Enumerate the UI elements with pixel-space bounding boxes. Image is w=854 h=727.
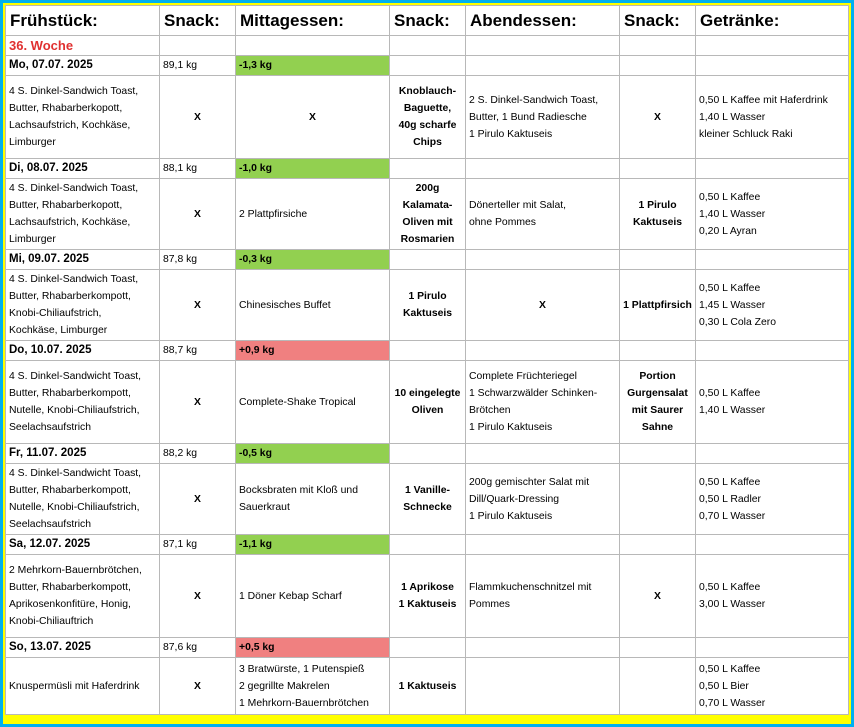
cell-line: Baguette, [403,103,452,114]
empty-cell[interactable] [390,56,466,76]
drinks-cell[interactable] [696,658,849,715]
weight-change-cell[interactable]: -0,5 kg [236,444,390,464]
breakfast-cell[interactable] [6,464,160,535]
cell-line: 0,50 L Kaffee [699,663,761,675]
cell-line: 2 Plattpfirsiche [239,208,308,220]
cell-line: 2 gegrillte Makrelen [239,680,330,692]
drinks-cell[interactable] [696,361,849,444]
empty-cell[interactable] [466,36,620,56]
cell-line: 1,45 L Wasser [699,299,766,311]
empty-cell[interactable] [696,56,849,76]
cell-line: Kochkäse, Limburger [9,325,108,336]
empty-cell[interactable] [620,36,696,56]
cell-line: 0,70 L Wasser [699,697,766,709]
cell-line: 1 Plattpfirsich [623,299,692,311]
lunch-cell[interactable] [236,76,390,159]
date-cell[interactable]: Mi, 09.07. 2025 [6,250,160,270]
weight-cell[interactable]: 88,7 kg [160,341,236,361]
dinner-cell[interactable] [466,270,620,341]
breakfast-cell[interactable] [6,270,160,341]
cell-line: Brötchen [469,405,511,416]
cell-line: 1 Pirulo [408,291,447,302]
snack-cell[interactable] [620,179,696,250]
cell-line: Seelachsaufstrich [9,422,92,433]
weight-change-cell[interactable]: -0,3 kg [236,250,390,270]
meal-row [6,555,849,638]
cell-line: 0,50 L Radler [699,493,761,505]
weight-cell[interactable]: 88,2 kg [160,444,236,464]
cell-line: 4 S. Dinkel-Sandwicht Toast, [9,371,142,382]
col-snack-2[interactable]: Snack: [390,6,466,36]
cell-line: 200g [415,183,440,194]
dinner-cell[interactable] [466,361,620,444]
snack-cell[interactable] [620,361,696,444]
snack-cell[interactable] [390,179,466,250]
lunch-cell[interactable] [236,179,390,250]
date-row [6,535,849,555]
empty-cell[interactable] [466,638,620,658]
cell-line: X [654,590,661,602]
week-row [6,36,849,56]
drinks-cell[interactable] [696,555,849,638]
cell-line: Chips [413,137,442,148]
empty-cell[interactable] [696,36,849,56]
date-cell[interactable]: Mo, 07.07. 2025 [6,56,160,76]
cell-line: 200g gemischter Salat mit [469,476,590,488]
header-row [6,6,849,36]
date-row [6,341,849,361]
cell-line: Kaktuseis [402,308,453,319]
snack-cell[interactable] [620,464,696,535]
cell-line: 2 Mehrkorn-Bauernbrötchen, [9,565,142,576]
cell-line: X [194,680,201,692]
date-row [6,159,849,179]
cell-line: Knobi-Chiliaufstrich, [9,308,102,319]
dinner-cell[interactable] [466,658,620,715]
date-cell[interactable]: Do, 10.07. 2025 [6,341,160,361]
cell-line: Limburger [9,137,56,148]
cell-line: Kaktuseis [632,217,683,228]
empty-cell[interactable] [620,159,696,179]
cell-line: 1 Pirulo Kaktuseis [469,510,553,522]
empty-cell[interactable] [620,56,696,76]
weight-cell[interactable]: 87,1 kg [160,535,236,555]
cell-line: 1 Schwarzwälder Schinken- [469,388,598,399]
cell-line: X [194,396,201,408]
col-snack-1[interactable]: Snack: [160,6,236,36]
dinner-cell[interactable] [466,179,620,250]
cell-line: Gurgensalat [627,388,688,399]
weight-change-cell[interactable]: +0,9 kg [236,341,390,361]
snack-cell[interactable] [390,361,466,444]
cell-line: 1 Kaktuseis [398,599,457,610]
empty-cell[interactable] [160,36,236,56]
col-fruehstueck[interactable]: Frühstück: [6,6,160,36]
cell-line: 2 S. Dinkel-Sandwich Toast, [469,94,599,106]
cell-line: Complete-Shake Tropical [239,396,356,408]
cell-line: 4 S. Dinkel-Sandwich Toast, [9,86,139,97]
cell-line: 0,70 L Wasser [699,510,766,522]
weight-cell[interactable]: 88,1 kg [160,159,236,179]
cell-line: X [194,493,201,505]
date-row [6,638,849,658]
snack-cell[interactable] [160,270,236,341]
cell-line: X [194,208,201,220]
cell-line: Chinesisches Buffet [239,299,331,311]
empty-cell[interactable] [390,36,466,56]
cell-line: 1 Kaktuseis [398,680,457,692]
empty-cell[interactable] [466,250,620,270]
cell-line: 0,50 L Kaffee [699,582,761,593]
cell-line: Aprikosenkonfitüre, Honig, [9,599,131,610]
weight-cell[interactable]: 87,6 kg [160,638,236,658]
empty-cell[interactable] [696,444,849,464]
meal-row [6,76,849,159]
snack-cell[interactable] [160,555,236,638]
drinks-cell[interactable] [696,179,849,250]
week-label[interactable]: 36. Woche [6,36,160,56]
date-cell[interactable]: Di, 08.07. 2025 [6,159,160,179]
cell-line: X [194,111,201,123]
cell-line: 1 Pirulo Kaktuseis [469,422,553,433]
lunch-cell[interactable] [236,464,390,535]
empty-cell[interactable] [390,159,466,179]
date-cell[interactable]: Fr, 11.07. 2025 [6,444,160,464]
cell-line: Limburger [9,234,56,245]
cell-line: Pommes [469,599,510,610]
cell-line: 1 Döner Kebap Scharf [239,590,342,602]
col-mittagessen[interactable]: Mittagessen: [236,6,390,36]
meal-row [6,658,849,715]
cell-line: Knoblauch- [398,86,457,97]
cell-line: Knuspermüsli mit Haferdrink [9,680,140,692]
cell-line: 3,00 L Wasser [699,599,766,610]
cell-line: 1 Pirulo [638,200,677,211]
cell-line: X [309,111,316,123]
cell-line: 4 S. Dinkel-Sandwich Toast, [9,274,139,285]
cell-line: X [194,590,201,602]
cell-line: Butter, Rhabarberkompott, [9,485,131,496]
cell-line: Seelachsaufstrich [9,519,92,530]
cell-line: 1,40 L Wasser [699,405,766,416]
snack-cell[interactable] [160,76,236,159]
snack-cell[interactable] [620,658,696,715]
cell-line: Kalamata- [402,200,453,211]
cell-line: Butter, Rhabarberkopott, [9,103,123,114]
cell-line: 40g scharfe [398,120,457,131]
cell-line: 4 S. Dinkel-Sandwich Toast, [9,183,139,194]
cell-line: X [539,299,546,311]
snack-cell[interactable] [390,76,466,159]
cell-line: 4 S. Dinkel-Sandwicht Toast, [9,468,142,479]
cell-line: 10 eingelegte [394,388,461,399]
dinner-cell[interactable] [466,76,620,159]
cell-line: Flammkuchenschnitzel mit [469,582,592,593]
cell-line: Nutelle, Knobi-Chiliaufstrich, [9,502,140,513]
cell-line: 1 Mehrkorn-Bauernbrötchen [239,697,369,709]
empty-cell[interactable] [620,638,696,658]
cell-line: 3 Bratwürste, 1 Putenspieß [239,663,365,675]
cell-line: Dill/Quark-Dressing [469,493,560,505]
col-getraenke[interactable]: Getränke: [696,6,849,36]
empty-cell[interactable] [696,159,849,179]
cell-line: Butter, Rhabarberkompott, [9,388,131,399]
cell-line: Nutelle, Knobi-Chiliaufstrich, [9,405,140,416]
snack-cell[interactable] [620,76,696,159]
cell-line: Rosmarien [400,234,455,245]
snack-cell[interactable] [160,464,236,535]
meal-row [6,179,849,250]
lunch-cell[interactable] [236,658,390,715]
snack-cell[interactable] [160,179,236,250]
empty-cell[interactable] [696,638,849,658]
breakfast-cell[interactable] [6,361,160,444]
cell-line: X [194,299,201,311]
cell-line: Portion [639,371,676,382]
snack-cell[interactable] [390,464,466,535]
cell-line: Sahne [641,422,674,433]
empty-cell[interactable] [390,250,466,270]
weight-change-cell[interactable]: -1,1 kg [236,535,390,555]
col-snack-3[interactable]: Snack: [620,6,696,36]
cell-line: 0,50 L Kaffee [699,191,761,203]
cell-line: Oliven mit [402,217,453,228]
drinks-cell[interactable] [696,76,849,159]
empty-cell[interactable] [620,250,696,270]
breakfast-cell[interactable] [6,179,160,250]
snack-cell[interactable] [160,361,236,444]
date-row [6,250,849,270]
cell-line: 0,50 L Kaffee [699,388,761,399]
cell-line: Knobi-Chiliauftrich [9,616,94,627]
cell-line: Butter, 1 Bund Radiesche [469,111,587,123]
lunch-cell[interactable] [236,555,390,638]
snack-cell[interactable] [620,270,696,341]
empty-cell[interactable] [390,638,466,658]
meal-row [6,361,849,444]
empty-cell[interactable] [390,341,466,361]
cell-line: Complete Früchteriegel [469,371,577,382]
snack-cell[interactable] [390,658,466,715]
cell-line: X [654,111,661,123]
cell-line: 0,30 L Cola Zero [699,316,777,328]
drinks-cell[interactable] [696,464,849,535]
cell-line: kleiner Schluck Raki [699,128,793,140]
empty-cell[interactable] [466,159,620,179]
snack-cell[interactable] [160,658,236,715]
cell-line: 0,20 L Ayran [699,225,757,237]
empty-cell[interactable] [390,535,466,555]
snack-cell[interactable] [620,555,696,638]
cell-line: Bocksbraten mit Kloß und [239,485,358,496]
empty-cell[interactable] [696,341,849,361]
empty-cell[interactable] [466,56,620,76]
col-abendessen[interactable]: Abendessen: [466,6,620,36]
cell-line: 1,40 L Wasser [699,111,766,123]
meal-row [6,270,849,341]
date-cell[interactable]: So, 13.07. 2025 [6,638,160,658]
empty-cell[interactable] [620,341,696,361]
date-cell[interactable]: Sa, 12.07. 2025 [6,535,160,555]
cell-line: Butter, Rhabarberkompott, [9,291,131,302]
cell-line: Lachsaufstrich, Kochkäse, [9,217,131,228]
lunch-cell[interactable] [236,270,390,341]
lunch-cell[interactable] [236,361,390,444]
empty-cell[interactable] [620,444,696,464]
cell-line: Oliven [411,405,444,416]
cell-line: Lachsaufstrich, Kochkäse, [9,120,131,131]
cell-line: 0,50 L Kaffee [699,282,761,294]
dinner-cell[interactable] [466,464,620,535]
cell-line: 1 Pirulo Kaktuseis [469,128,553,140]
weight-change-cell[interactable]: +0,5 kg [236,638,390,658]
date-row [6,444,849,464]
weight-change-cell[interactable]: -1,0 kg [236,159,390,179]
empty-cell[interactable] [466,535,620,555]
cell-line: Schnecke [403,502,452,513]
breakfast-cell[interactable] [6,76,160,159]
empty-cell[interactable] [390,444,466,464]
cell-line: Sauerkraut [239,502,290,513]
empty-cell[interactable] [696,250,849,270]
empty-cell[interactable] [620,535,696,555]
cell-line: 0,50 L Kaffee mit Haferdrink [699,94,828,106]
cell-line: 1,40 L Wasser [699,208,766,220]
meal-log-table [5,5,849,715]
meal-row [6,464,849,535]
empty-cell[interactable] [466,444,620,464]
cell-line: 1 Vanille- [404,485,451,496]
breakfast-cell[interactable] [6,658,160,715]
snack-cell[interactable] [390,270,466,341]
cell-line: 0,50 L Bier [699,680,749,692]
drinks-cell[interactable] [696,270,849,341]
weight-cell[interactable]: 87,8 kg [160,250,236,270]
snack-cell[interactable] [390,555,466,638]
empty-cell[interactable] [696,535,849,555]
weight-cell[interactable]: 89,1 kg [160,56,236,76]
cell-line: 0,50 L Kaffee [699,476,761,488]
cell-line: mit Saurer [631,405,684,416]
empty-cell[interactable] [466,341,620,361]
dinner-cell[interactable] [466,555,620,638]
date-row [6,56,849,76]
empty-cell[interactable] [236,36,390,56]
cell-line: Butter, Rhabarberkopott, [9,200,123,211]
cell-line: 1 Aprikose [401,582,454,593]
cell-line: Dönerteller mit Salat, [469,200,567,211]
weight-change-cell[interactable]: -1,3 kg [236,56,390,76]
cell-line: Butter, Rhabarberkompott, [9,582,131,593]
breakfast-cell[interactable] [6,555,160,638]
cell-line: ohne Pommes [469,217,536,228]
